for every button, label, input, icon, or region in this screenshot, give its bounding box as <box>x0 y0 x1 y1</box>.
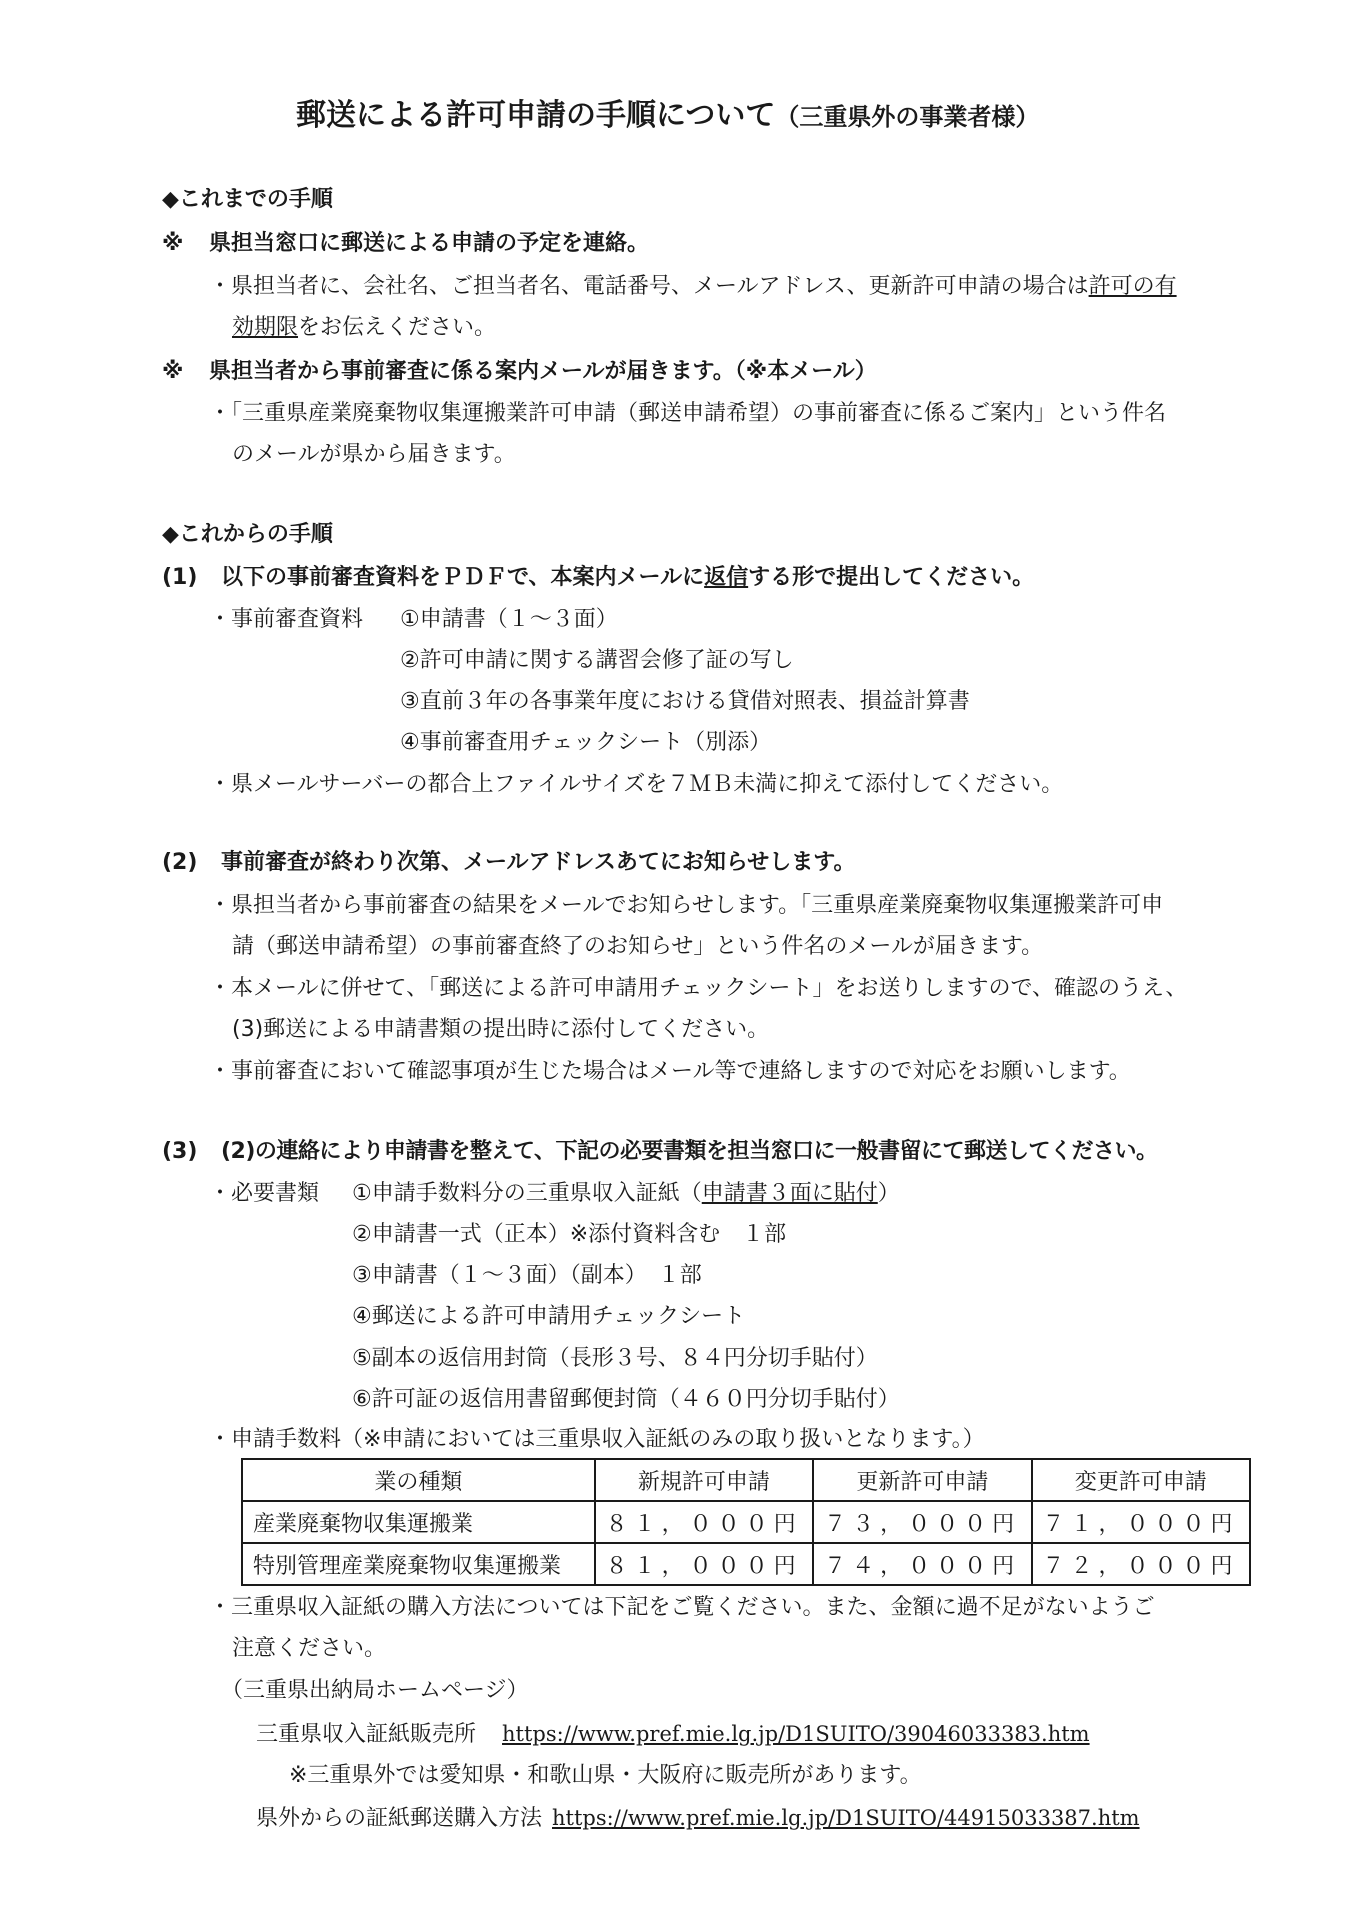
future-heading: ◆これからの手順 <box>162 522 333 547</box>
fee-table-cell: ７１，０００円 <box>1032 1501 1250 1543</box>
step1-doc-item: ④事前審査用チェックシート（別添） <box>400 730 772 755</box>
step1-title-b: する形で提出してください。 <box>748 565 1035 590</box>
title-main: 郵送による許可申請の手順について <box>296 98 776 133</box>
fee-table-cell: 産業廃棄物収集運搬業 <box>242 1501 595 1543</box>
step2-title: 事前審査が終わり次第、メールアドレスあてにお知らせします。 <box>221 850 856 875</box>
past-item1-title: 県担当窓口に郵送による申請の予定を連絡。 <box>209 231 650 256</box>
step3-title: (2)の連絡により申請書を整えて、下記の必要書類を担当窓口に一般書留にて郵送してください。 <box>221 1139 1158 1164</box>
step3-req-item: ②申請書一式（正本）※添付資料含む １部 <box>352 1222 787 1247</box>
step2-line: ・県担当者から事前審査の結果をメールでお知らせします。「三重県産業廃棄物収集運搬業許可申 <box>209 893 1164 918</box>
fee-table-header-cell: 業の種類 <box>242 1459 595 1501</box>
step1-doc-item: ③直前３年の各事業年度における貸借対照表、損益計算書 <box>400 689 970 714</box>
past-item2-line2: のメールが県から届きます。 <box>232 442 516 467</box>
step3-purchase-line: 注意ください。 <box>232 1636 387 1661</box>
past-item2-line1: ・「三重県産業廃棄物収集運搬業許可申請（郵送申請希望）の事前審査に係るご案内」という件名 <box>209 401 1167 426</box>
fee-table-cell: ８１，０００円 <box>595 1543 813 1585</box>
past-item1-line1-underlined: 許可の有 <box>1088 274 1177 299</box>
step3-req-item: ④郵送による許可申請用チェックシート <box>352 1304 746 1329</box>
outside-prefecture-note: ※三重県外では愛知県・和歌山県・大阪府に販売所があります。 <box>289 1763 922 1788</box>
step2-line: ・本メールに併せて、「郵送による許可申請用チェックシート」をお送りしますので、確認のうえ、 <box>209 976 1188 1001</box>
step3-fee-label: ・申請手数料（※申請においては三重県収入証紙のみの取り扱いとなります。） <box>209 1427 985 1452</box>
step3-req-item: ③申請書（１～３面）（副本） １部 <box>352 1263 702 1288</box>
step1-doc-item: ②許可申請に関する講習会修了証の写し <box>400 648 794 673</box>
past-item1-line2-text: をお伝えください。 <box>298 315 497 340</box>
fee-table-header-cell: 変更許可申請 <box>1032 1459 1250 1501</box>
sales-office-link[interactable]: https://www.pref.mie.lg.jp/D1SUITO/39046033383.htm <box>502 1722 1090 1746</box>
step2-number: (2) <box>162 850 198 875</box>
step3-req1-a: ①申請手数料分の三重県収入証紙（ <box>352 1181 702 1206</box>
step3-req-item: ⑥許可証の返信用書留郵便封筒（４６０円分切手貼付） <box>352 1387 900 1412</box>
sales-office-row <box>256 1719 1090 1750</box>
step3-purchase-line: ・三重県収入証紙の購入方法については下記をご覧ください。また、金額に過不足がないようご <box>209 1595 1155 1620</box>
past-item2-mark: ※ <box>162 359 184 384</box>
fee-table-cell: ７４，０００円 <box>813 1543 1031 1585</box>
step2-line: 請（郵送申請希望）の事前審査終了のお知らせ」という件名のメールが届きます。 <box>232 934 1044 959</box>
step3-req-item <box>352 1179 900 1209</box>
step1-doc-item: ①申請書（１～３面） <box>400 607 618 632</box>
step1-title <box>221 563 1034 593</box>
step1-title-a: 以下の事前審査資料をＰＤＦで、本案内メールに <box>221 565 705 590</box>
past-heading: ◆これまでの手順 <box>162 187 333 212</box>
past-item1-line1-text: ・県担当者に、会社名、ご担当者名、電話番号、メールアドレス、更新許可申請の場合は <box>209 274 1089 299</box>
mail-purchase-label: 県外からの証紙郵送購入方法 <box>256 1806 543 1831</box>
past-item1-mark: ※ <box>162 231 184 256</box>
step1-number: (1) <box>162 565 198 590</box>
step3-req1-underlined: 申請書３面に貼付 <box>701 1181 878 1206</box>
step3-req-item: ⑤副本の返信用封筒（長形３号、８４円分切手貼付） <box>352 1346 878 1371</box>
fee-table-header-cell: 新規許可申請 <box>595 1459 813 1501</box>
step1-note: ・県メールサーバーの都合上ファイルサイズを７ＭＢ未満に抑えて添付してください。 <box>209 772 1064 797</box>
past-item1-line2-underlined: 効期限 <box>232 315 299 340</box>
fee-table-cell: ８１，０００円 <box>595 1501 813 1543</box>
past-item1-line2 <box>232 313 496 343</box>
page-title <box>296 96 1039 137</box>
fee-table-cell: ７３，０００円 <box>813 1501 1031 1543</box>
step2-line: (3)郵送による申請書類の提出時に添付してください。 <box>232 1017 770 1042</box>
past-item1-line1 <box>209 272 1177 302</box>
fee-table-cell: ７２，０００円 <box>1032 1543 1250 1585</box>
step2-line: ・事前審査において確認事項が生じた場合はメール等で連絡しますので対応をお願いします。 <box>209 1059 1131 1084</box>
past-item2-title: 県担当者から事前審査に係る案内メールが届きます。（※本メール） <box>209 359 877 384</box>
fee-table-cell: 特別管理産業廃棄物収集運搬業 <box>242 1543 595 1585</box>
step3-req1-b: ） <box>877 1181 900 1206</box>
fee-table-header-cell: 更新許可申請 <box>813 1459 1031 1501</box>
homepage-label: （三重県出納局ホームページ） <box>221 1678 529 1703</box>
step3-req-label: ・必要書類 <box>209 1181 320 1206</box>
fee-table-header-row <box>242 1459 1250 1501</box>
sales-office-label: 三重県収入証紙販売所 <box>256 1722 477 1747</box>
step1-title-underlined: 返信 <box>704 565 749 590</box>
step3-number: (3) <box>162 1139 198 1164</box>
mail-purchase-row <box>256 1803 1140 1834</box>
mail-purchase-link[interactable]: https://www.pref.mie.lg.jp/D1SUITO/44915033387.htm <box>552 1806 1140 1830</box>
step1-docs-label: ・事前審査資料 <box>209 607 364 632</box>
title-sub: （三重県外の事業者様） <box>775 103 1040 131</box>
fee-table <box>241 1458 1251 1586</box>
fee-table-row <box>242 1543 1250 1585</box>
fee-table-row <box>242 1501 1250 1543</box>
